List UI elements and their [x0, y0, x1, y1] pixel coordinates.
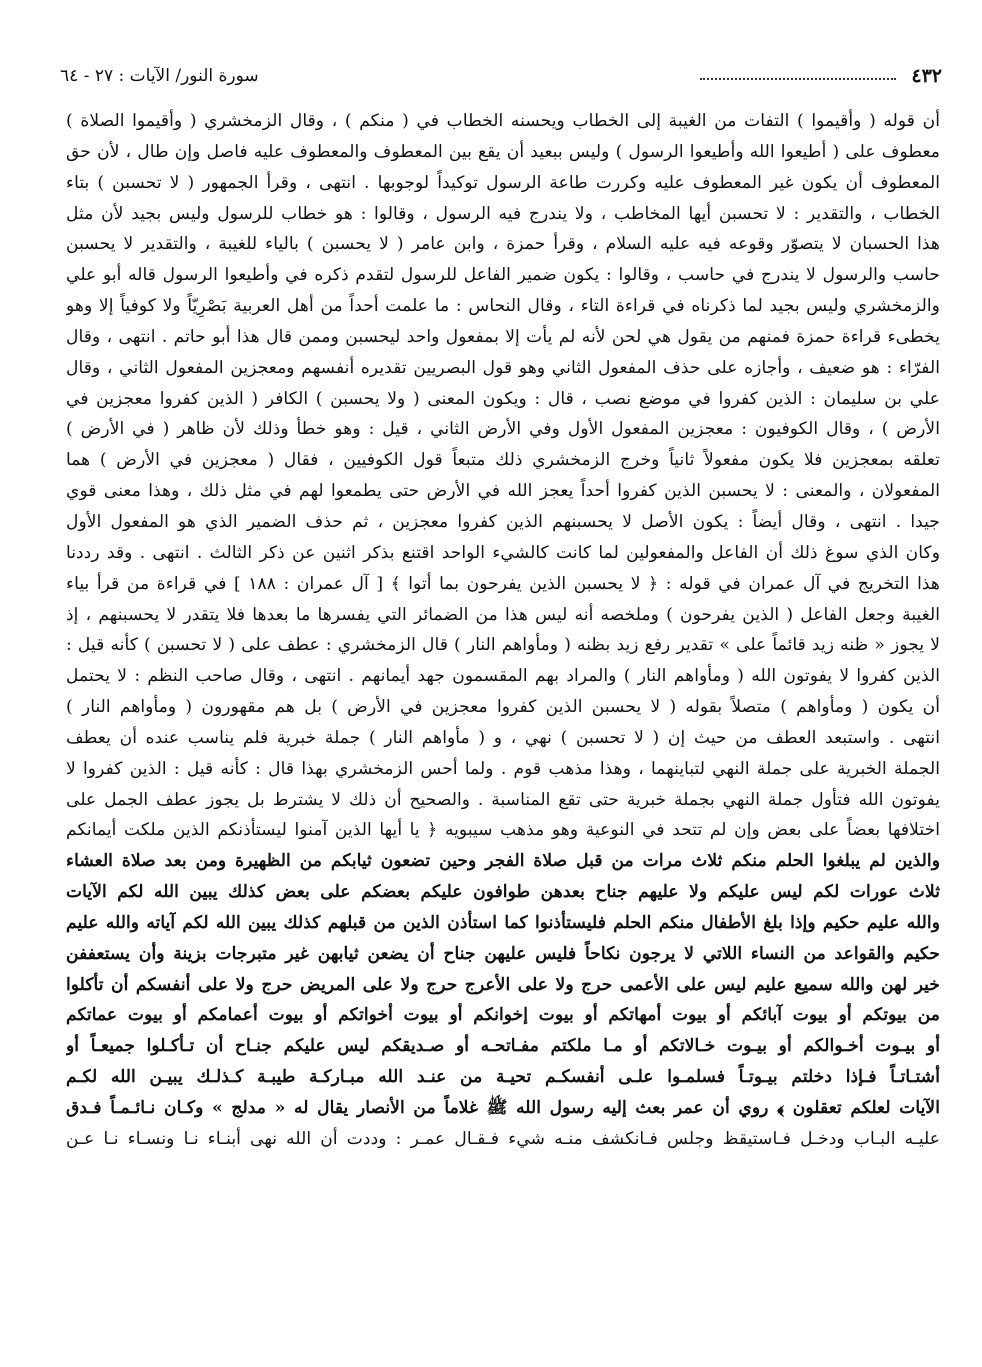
- text-line: والله عليم حكيم وإذا بلغ الأطفال منكم الحلم فليستأذنوا كما استأذن الذين من قبلهم كذلك يبين الله لكم آياته والله عليم: [66, 912, 940, 933]
- text-line: يخطىء قراءة حمزة فمنهم من يقول هي لحن لأنه لم يأت إلا بمفعول واحد ليحسبن وممن قال هذا أبو حاتم . انتهى ، وقال: [66, 326, 940, 347]
- page-header: [60, 62, 942, 92]
- text-line: الفرّاء : هو ضعيف ، وأجازه على حذف المفعول الثاني وهو قول البصريين تقديره أنفسهم ومعجزين المفعول الثاني ، وقال: [66, 357, 940, 378]
- text-line: انتهى . واستبعد العطف من حيث إن ( لا تحسبن ) نهي ، و ( مأواهم النار ) جملة خبرية فلم يناسب عنده أن يعطف: [66, 727, 940, 748]
- text-line: حاسب والرسول لا يندرج في حاسب ، وقالوا : يكون ضمير الفاعل للرسول لتقدم ذكره في وأطيعوا الرسول قاله أبو علي: [66, 265, 940, 286]
- text-line: الذين كفروا لا يفوتون الله ( ومأواهم النار ) والمراد بهم المقسمون جهد أيمانهم . انتهى ، وقال صاحب النظم : لا يحتمل: [66, 666, 940, 687]
- text-line: جيدا . انتهى ، وقال أيضاً : يكون الأصل لا يحسبنهم الذين كفروا معجزين ، ثم حذف الضمير الذي هو المفعول الأول: [66, 511, 940, 532]
- text-line: أشتـاتـاً فـإذا دخلتم بيـوتـاً فسلمـوا علـى أنفسكـم تحيـة من عنـد الله مبـاركـة طيبـة كـذلـك يبيـن الله لكـم: [66, 1067, 940, 1088]
- text-line: الجملة الخبرية على جملة النهي لتباينهما ، وهذا مذهب قوم . ولما أحس الزمخشري بهذا قال : كأنه قيل : الذين كفروا لا: [66, 758, 940, 779]
- text-line: أو بيـوت أخـوالكم أو بيـوت خـالاتكم أو مـا ملكتم مفـاتحـه أو صـديقكم ليس عليكم جنـاح أن تـأكـلوا جميعـاً أو: [66, 1036, 940, 1057]
- text-line: الأرض ) ، وقال الكوفيون : معجزين المفعول الأول وفي الأرض الثاني ، قيل : وهو خطأ وذلك لأن ظاهر ( في الأرض ): [66, 419, 940, 440]
- text-line: من بيوتكم أو بيوت آبائكم أو بيوت أمهاتكم أو بيوت إخوانكم أو بيوت أخواتكم أو بيوت أعمامكم أو بيوت عماتكم: [66, 1005, 940, 1026]
- text-line: هذا التخريج في آل عمران في قوله : ﴿ لا يحسبن الذين يفرحون بما أتوا ﴾ [ آل عمران : ١٨٨ ] في قراءة من قرأ بياء: [66, 573, 940, 594]
- text-line: والذين لم يبلغوا الحلم منكم ثلاث مرات من قبل صلاة الفجر وحين تضعون ثيابكم من الظهيرة ومن بعد صلاة العشاء: [66, 851, 940, 872]
- text-line: خير لهن والله سميع عليم ليس على الأعمى حرج ولا على الأعرج حرج ولا على المريض حرج ولا على أنفسكم أن تأكلوا: [66, 974, 940, 995]
- text-line: أن يكون ( ومأواهم ) متصلاً بقوله ( لا يحسبن الذين كفروا معجزين في الأرض ) بل هم مقهورون ( ومأواهم النار ): [66, 697, 940, 718]
- text-line: والزمخشري وليس بجيد لما ذكرناه في قراءة التاء ، وقال النحاس : ما علمت أحداً من أهل العربية بَصْرِيّاً ولا كوفياً إلا وهو: [66, 296, 940, 317]
- text-line: أن قوله ( وأقيموا ) التفات من الغيبة إلى الخطاب ويحسنه الخطاب في ( منكم ) ، وقال الزمخشري ( وأقيموا الصلاة ): [66, 111, 940, 131]
- body-text: [66, 106, 940, 1155]
- text-line: اختلافها بعضاً على بعض وإن لم تتحد في النوعية وهو مذهب سيبويه ﴿ يا أيها الذين آمنوا ليستأذنكم الذين ملكت أيمانكم: [66, 820, 940, 841]
- text-line: وكان الذي سوغ ذلك أن الفاعل والمفعولين لما كانت كالشيء الواحد اقتنع بذكر اثنين عن ذكر الثالث . انتهى . وقد رددنا: [66, 542, 940, 563]
- text-line: يفوتون الله فتأول جملة النهي بجملة خبرية حتى تقع المناسبة . والصحيح أن ذلك لا يشترط بل يجوز عطف الجمل على: [66, 789, 940, 810]
- page-number: ٤٣٢: [911, 65, 942, 87]
- text-line: الغيبة وجعل الفاعل ( الذين يفرحون ) وملخصه أنه ليس هذا من الضمائر التي يفسرها ما بعدها فلا يتقدر لا يحسبنهم ، إذ: [66, 604, 940, 625]
- running-title: سورة النور/ الآيات : ٢٧ - ٦٤: [60, 66, 259, 86]
- text-line: الخطاب ، والتقدير : لا تحسبن أيها المخاطب ، ولا يندرج فيه الرسول ، وقالوا : هو خطاب للرسول وليس بجيد لأن مثل: [66, 203, 940, 224]
- text-line: المفعولان ، والمعنى : لا يحسبن الذين كفروا أحداً يعجز الله في الأرض حتى يطمعوا لهم في مثل ذلك ، وهذا معنى قوي: [66, 481, 940, 502]
- text-line: لا يجوز « ظنه زيد قائماً على » تقدير رفع زيد بظنه ( ومأواهم النار ) قال الزمخشري : عطف على ( لا تحسبن ) كأنه قيل :: [66, 635, 940, 656]
- text-line: علي بن سليمان : الذين كفروا في موضع نصب ، قال : ويكون المعنى ( ولا يحسبن ) الكافر ( الذين كفروا معجزين في: [66, 388, 940, 409]
- text-line: ثلاث عورات لكم ليس عليكم ولا عليهم جناح بعدهن طوافون عليكم بعضكم على بعض كذلك يبين الله لكم الآيات: [66, 882, 940, 903]
- text-line: المعطوف أن يكون غير المعطوف عليه وكررت طاعة الرسول توكيداً لوجوبها . انتهى ، وقرأ الجمهور ( لا تحسبن ) بتاء: [66, 172, 940, 193]
- header-dotted-leader: [700, 78, 896, 80]
- text-line: عليـه البـاب ودخـل فـاستيقظ وجلس فـانكشف منـه شيء فـقـال عمـر : وددت أن الله نهى أبنـاء نـا ونسـاء نـا عـن: [66, 1128, 940, 1149]
- text-line: معطوف على ( أطيعوا الله وأطيعوا الرسول ) وليس ببعيد أن يقع بين المعطوف والمعطوف عليه فاصل وإن طال ، لأن حق: [66, 141, 940, 162]
- text-line: تعلقه بمعجزين فلا يكون مفعولاً ثانياً وخرج الزمخشري ذلك متبعاً قول الكوفيين ، فقال ( معجزين في الأرض ) هما: [66, 450, 940, 471]
- text-line: الآيات لعلكم تعقلون ﴾ روي أن عمر بعث إليه رسول الله ﷺ غلاماً من الأنصار يقال له « مدلج » وكـان نـائـمـاً فـدق: [66, 1098, 940, 1118]
- text-line: حكيم والقواعد من النساء اللاتي لا يرجون نكاحاً فليس عليهن جناح أن يضعن ثيابهن غير متبرجات بزينة وأن يستعففن: [66, 943, 940, 964]
- text-line: هذا الحسبان لا يتصوّر وقوعه فيه عليه السلام ، وقرأ حمزة ، وابن عامر ( لا يحسبن ) بالياء للغيبة ، والتقدير لا يحسبن: [66, 234, 940, 255]
